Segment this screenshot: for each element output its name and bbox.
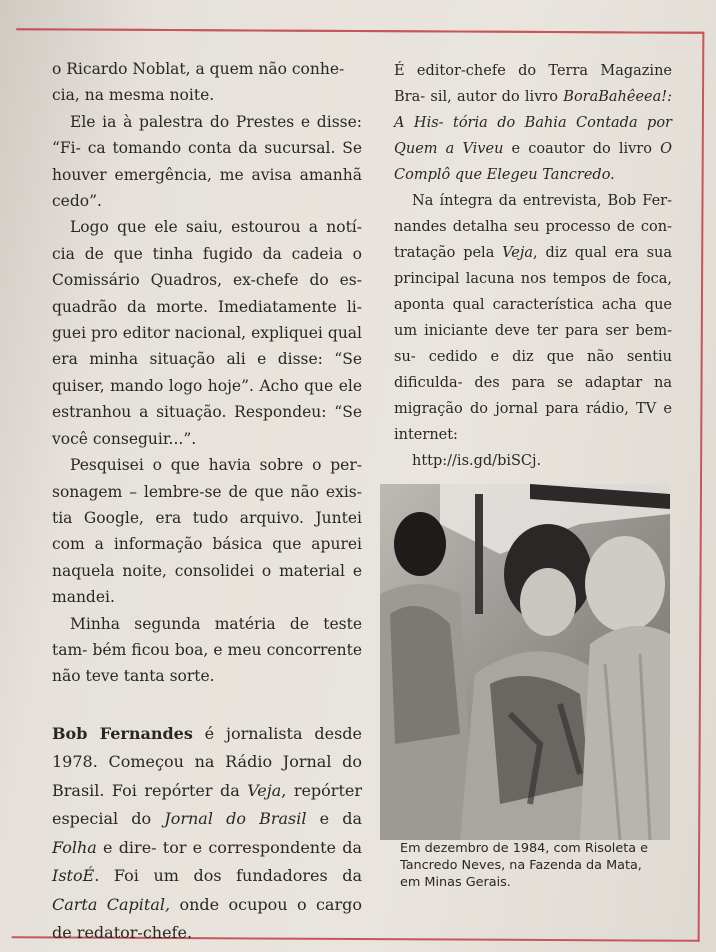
- text-line: Veja: [502, 245, 534, 261]
- paragraph-3: Logo que ele saiu, estourou a notí- cia de que tinha fugido da cadeia o Comissário Quadros, ex-chefe do es- quadrão da morte. Imediatamente li- guei pro editor nacional, expliquei qual era minha situação ali e disse: “Se quiser, mando logo hoje”. Acho que ele estranhou a situação. Respondeu: “Se você conseguir...”.: [52, 218, 362, 448]
- text-line: É editor-chefe do Terra Magazine Bra- sil, autor do livro: [394, 63, 672, 105]
- bio-text: IstoÉ: [52, 866, 95, 886]
- paragraph-5: Minha segunda matéria de teste tam- bém ficou boa, e meu concorrente não teve tanta sorte.: [52, 614, 362, 686]
- text-line: e coautor do livro: [503, 141, 661, 157]
- bio-text: . Foi um dos fundadores da: [94, 866, 362, 886]
- caption-line: Em dezembro de 1984, com Risoleta e: [400, 841, 649, 856]
- bio-text: e dire- tor e correspondente da: [96, 837, 362, 857]
- text-line: o Ricardo Noblat, a quem não conhe-: [52, 60, 345, 78]
- photo: [380, 484, 670, 840]
- bio-text: é jornalista desde 1978. Começou na Rádio Jornal do Brasil. Foi repórter da: [52, 723, 362, 800]
- left-column: [52, 56, 362, 948]
- paragraph-4: Pesquisei o que havia sobre o per- sonagem – lembre-se de que não exis- tia Google, era tudo arquivo. Juntei com a informação básica que apurei naquela noite, consolidei o material e mandei.: [52, 456, 362, 607]
- right-paragraph-2: [394, 188, 672, 448]
- text-line: Na íntegra da entrevista, Bob Fer- nandes detalha seu processo de con- tratação pela: [394, 193, 672, 261]
- text-line: , diz qual era sua principal lacuna nos tempos de foca, aponta qual característica acha que um iniciante deve ter para ser bem-su- cedido e diz que não sentiu dificulda- des para se adaptar na migração do jornal para rádio, TV e internet:: [394, 245, 673, 443]
- interview-link[interactable]: http://is.gd/biSCj.: [412, 453, 542, 469]
- book-title: BoraBahêeea!: A His- tória do Bahia Contada por Quem a Viveu: [394, 89, 672, 157]
- photo-caption: [400, 840, 680, 891]
- book-title: O Complô que Elegeu Tancredo.: [394, 141, 672, 183]
- bio-text: Folha: [52, 837, 97, 857]
- right-column: [394, 58, 672, 474]
- author-bio: [52, 720, 362, 948]
- right-paragraph-1: [394, 58, 672, 188]
- bio-text: Veja: [247, 780, 282, 800]
- caption-line: Tancredo Neves, na Fazenda da Mata,: [400, 858, 642, 873]
- text-line: cia, na mesma noite.: [52, 86, 215, 105]
- bio-text: e da: [306, 809, 363, 829]
- paragraph-1: [52, 56, 362, 109]
- photo-illustration: [380, 484, 670, 840]
- bio-text: Carta Capital,: [52, 894, 171, 914]
- bio-text: Jornal do Brasil: [164, 809, 307, 829]
- paragraph-2: Ele ia à palestra do Prestes e disse: “Fi- ca tomando conta da sucursal. Se houver emergência, me avisa amanhã cedo”.: [52, 112, 362, 211]
- caption-line: em Minas Gerais.: [400, 875, 511, 890]
- author-name: Bob Fernandes: [52, 723, 193, 743]
- bio-text: onde ocupou o cargo de redator-chefe.: [52, 894, 362, 943]
- bio-text: , repórter especial do: [52, 780, 363, 829]
